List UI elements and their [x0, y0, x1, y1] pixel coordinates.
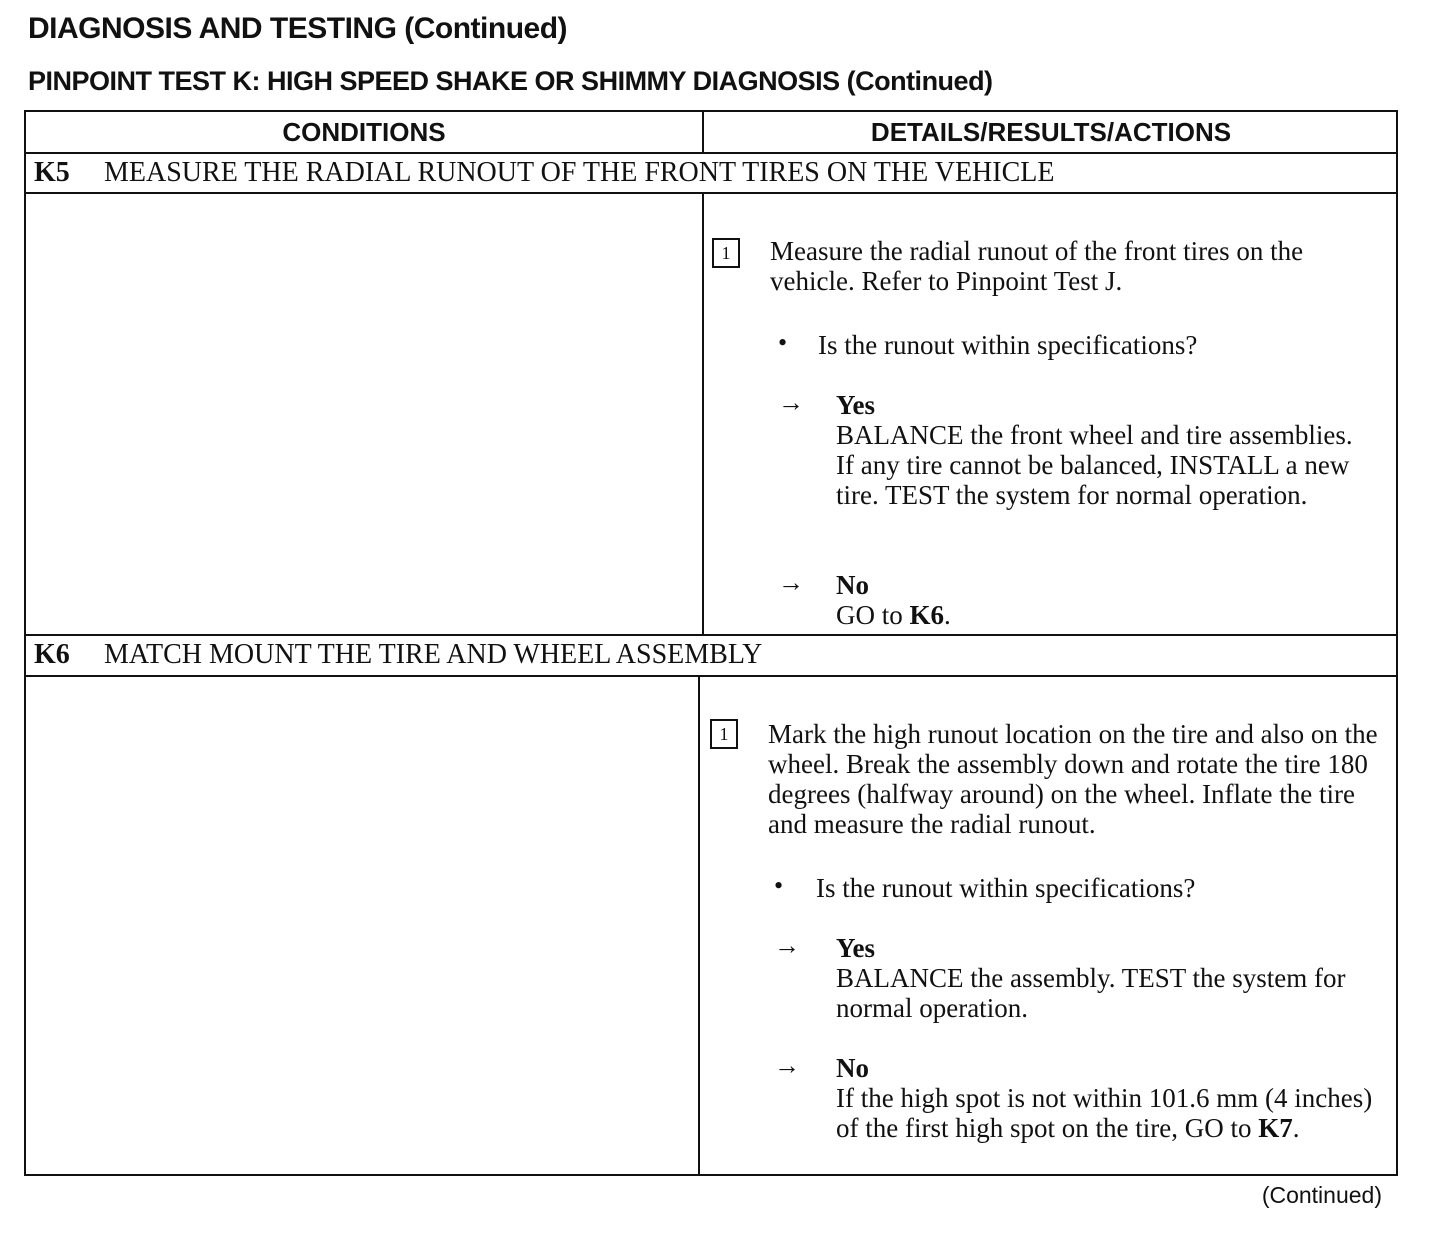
no-action-suffix: . [1292, 1113, 1300, 1143]
goto-step-link-k6[interactable]: K6 [909, 600, 945, 630]
conditions-cell-k5 [26, 194, 702, 634]
step-number-box: 1 [710, 719, 738, 749]
no-action-text [836, 1083, 1386, 1143]
page-title: DIAGNOSIS AND TESTING (Continued) [28, 12, 568, 45]
arrow-right-icon: → [778, 568, 804, 597]
step-id: K5 [34, 157, 70, 188]
no-label: No [836, 570, 869, 600]
yes-action-text: BALANCE the front wheel and tire assemblies. If any tire cannot be balanced, INSTALL a new tire. TEST the system for normal operation. [836, 420, 1353, 510]
yes-label: Yes [836, 933, 875, 963]
details-cell-k5 [704, 194, 1396, 634]
column-header-conditions: CONDITIONS [282, 117, 446, 147]
arrow-right-icon: → [774, 931, 800, 960]
question-text: Is the runout within specifications? [818, 330, 1198, 360]
step-heading: MEASURE THE RADIAL RUNOUT OF THE FRONT TIRES ON THE VEHICLE [104, 157, 1055, 188]
step-heading: MATCH MOUNT THE TIRE AND WHEEL ASSEMBLY [104, 639, 763, 670]
no-label: No [836, 1053, 869, 1083]
instruction-text: Measure the radial runout of the front tires on the vehicle. Refer to Pinpoint Test J. [770, 236, 1304, 296]
step-number-box: 1 [712, 238, 740, 268]
bullet-icon: • [778, 328, 788, 357]
yes-label: Yes [836, 390, 875, 420]
no-action-suffix: . [944, 600, 951, 630]
column-divider [702, 112, 704, 152]
details-cell-k6 [700, 677, 1396, 1174]
question-text: Is the runout within specifications? [816, 873, 1196, 903]
step-row-k6 [34, 636, 762, 674]
arrow-right-icon: → [778, 388, 804, 417]
test-subtitle: PINPOINT TEST K: HIGH SPEED SHAKE OR SHIMMY DIAGNOSIS (Continued) [28, 66, 993, 96]
column-header-details: DETAILS/RESULTS/ACTIONS [870, 117, 1232, 147]
conditions-cell-k6 [26, 677, 698, 1174]
bullet-icon: • [774, 871, 784, 900]
diagnosis-table [24, 110, 1398, 1176]
no-action-text [836, 600, 1366, 630]
goto-step-link-k7[interactable]: K7 [1258, 1113, 1293, 1143]
arrow-right-icon: → [774, 1051, 800, 1080]
step-row-k5 [34, 154, 1054, 192]
step-id: K6 [34, 639, 70, 670]
instruction-text: Mark the high runout location on the tire and also on the wheel. Break the assembly down and rotate the tire 180 degrees (halfway around) on the wheel. Inflate the tire and measure the radial runout. [768, 719, 1378, 839]
no-action-prefix: GO to [836, 600, 910, 630]
continued-label: (Continued) [1261, 1182, 1382, 1208]
no-action-prefix: If the high spot is not within 101.6 mm (4 inches) of the first high spot on the tire, GO to [836, 1083, 1373, 1143]
yes-action-text: BALANCE the assembly. TEST the system for normal operation. [836, 963, 1346, 1023]
